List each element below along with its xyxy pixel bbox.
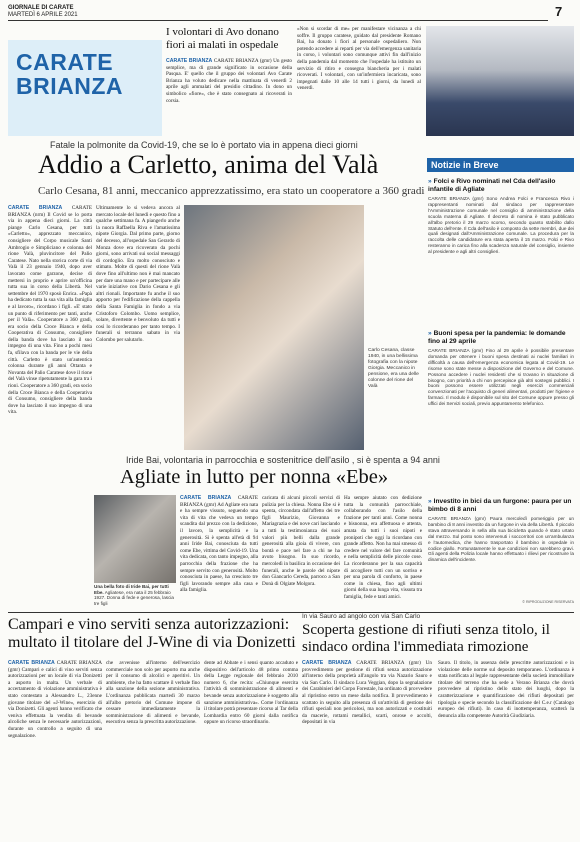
section-line2: BRIANZA [16, 73, 123, 99]
agliate-caption [94, 584, 176, 604]
masthead [8, 5, 78, 19]
rifiuti-kicker: In via Sauro ad angolo con via San Carlo [302, 613, 421, 620]
avo-text: CARATE BRIANZA CARATE BRIANZA (gmr) Un gesto semplice, ma di grande significato in occasione della Pasqua. E' quello che il gruppo dei volontari Avo Carate Brianza ha voluto dedicare nella mattinata di venerdì 2 aprile agli ammalati del presidio cittadino. In dono un simbolico «fiore», che è stato consegnato ai ricoverati in corsia. [166, 58, 292, 104]
rifiuti-headline: Scoperta gestione di rifiuti senza titolo, il sindaco ordina l'immediata rimozione [302, 622, 550, 655]
carletto-headline: Addio a Carletto, anima del Valà [38, 150, 379, 179]
jwine-col3: dente ad Abbate e i sensi quanto accaduto e dispositivo dell'articolo 48 primo comma della Legge regionale del febbraio 2010 numero 6, che recita: «Chiunque esercita l'attività di somministrazione di alimenti e bevande senza autorizzazione è soggetto alla sanzione amministrativa». Come l'ordinanza il titolare potrà presentare ricorso al Tar della Lombardia entro 60 giorni dalla notifica oppure un ricorso straordinario. [204, 660, 298, 726]
bottom-rule [8, 612, 574, 613]
jwine-headline: Campari e vino serviti senza autorizzazioni: multato il titolare del J-Wine di via Donizetti [8, 616, 296, 651]
brevi-repro: © RIPRODUZIONE RISERVATA [522, 600, 574, 604]
carletto-photo [184, 205, 364, 450]
brief-3-body: CARATE BRIANZA (gmr) Paura mercoledì pomeriggio per un bambino di 8 anni investito da un furgone in via della Libertà. Il piccolo stava attraversando in sella alla sua bicicletta quando è stato urtato dal mezzo. Sul posto sono intervenuti i soccorritori con un'ambulanza e l'automedica, che hanno trasportato il bambino in ospedale in codice giallo. Fortunatamente le sue condizioni non sarebbero gravi. Gli agenti della Polizia locale hanno effettuato i rilievi per ricostruire la dinamica dell'incidente. [428, 516, 574, 563]
brief-1-body: CARATE BRIANZA (gmr) Sono Andrea Folci e Francesca Rivo i rappresentanti nominati dal sindaco per rappresentare l'Amministrazione comunale nel consiglio di amministrazione della scuola materna di Agliate. Il decreto di nomina è stato pubblicato all'albo pretorio il 29 marzo scorso, secondo quanto stabilito dallo Statuto dell'ente. Il Cda dell'asilo è composto da sette membri, due dei quali designati dall'Amministrazione comunale. La procedura per la raccolta delle candidature era stata aperta il 15 marzo. Folci e Rivo resteranno in carica fino alla scadenza naturale del consiglio, insieme al presidente e agli altri consiglieri. [428, 196, 574, 255]
agliate-headline: Agliate in lutto per nonna «Ebe» [120, 466, 389, 488]
carletto-col1-body: CARATE BRIANZA (nrm) Il Covid se lo porta via in appena dieci giorni. La città piange Carlo Cesana, per tutti «Carletto», apprezzato meccanico, consigliere del Corpo musicale Santi Ambrogio e Simpliciano e colonna del rione Valà, pluvincitore del Palio Caratese. Nato nella storica corte di via Valà il 23 gennaio 1940, dopo aver lavorato come garzone, decise di mettersi in proprio e aprire un'officina tutta sua in corso della Libertà. Nel settembre del 1970 sposò Enrica. «Papà ha dedicato tutta la sua vita alla famiglia e al lavoro», ricordano i figli. «E' stato un punto di riferimento per tanti, anche per il Valà». Cooperatore a 360 gradi, era socio della Croce Bianca e della Cooperativa di Consumo, consigliere della banda dove ha lasciato il suo impegno di una vita. Fino a pochi mesi fa, sfilava con la banda per le vie della città. Carletto è stato un'autentica colonna durante gli anni Ottanta e Novanta del Palio Caratese dove il rione del Valà vinse ripetutamente la gara tra i rioni. Cooperatore a 360 gradi, era socio della Croce Bianca e della Cooperativa di Consumo, consigliere della banda dove ha lasciato il suo impegno di una vita. [8, 205, 92, 416]
carletto-subhead: Carlo Cesana, 81 anni, meccanico apprezzatissimo, era stato un cooperatore a 360 gradi [38, 185, 425, 197]
agliate-col2: caricata di alcuni piccoli servizi di pulizia per la chiesa. Nonna Ebe si è spenta, circondata dall'affetto dei tre figli Maurizio, Giovanna e Mariagrazia e dei nove cari lasciando a tutti la testimonianza dei suoi valori più belli dalla grande generosità alla gioia di vivere, con bontà e pace nel fare a chi ne ha avuto bisogno. In suo ricordo, mercoledì in basilica in occasione dei funerali, anche le parole del nipote don Giancarlo Cereda, parroco a San Donà di Olgiate Molgora. [262, 495, 340, 587]
agliate-caption-body: Agliatese, era nata il 25 febbraio 1927. Donna di fede e generosa, lascia tre figli [94, 589, 174, 606]
brief-2-title-text: Buoni spesa per la pandemia: le domande fino al 29 aprile [428, 330, 566, 345]
rifiuti-col1-body: CARATE BRIANZA (gmr) Un provvedimento per gestione di rifiuti senza autorizzazione all'interno della proprietà all'angolo tra via Nazario Sauro e via San Carlo. Il sindaco Luca Veggian, dopo la segnalazione dei Carabinieri del Corpo Forestale, ha ordinato di provvedere al ripristino entro un mese dalla notifica. Il provvedimento è scattato in seguito alla presenza di un'attività di gestione dei rifiuti speciali non pericolosi, ma non autorizzati e costituiti da macerie, rottami metallici, scarti, onrose e accolti, depositati in via [302, 660, 432, 726]
agliate-kicker: Iride Bai, volontaria in parrocchia e sostenitrice dell'asilo , si è spenta a 94 anni [126, 455, 440, 465]
agliate-col3: Ha sempre aiutato con dedizione tutta la comunità parrocchiale, collaborando con l'asilo della frazione per tanti anni. Come nonna e bisnonna, era affettuosa e attenta, amata da tutti i suoi nipoti e pronipoti che oggi la ricordano con grande affetto. Non ha mai smesso di credere nel valore del fare comunità e nella semplicità delle piccole cose. La ricorderanno per la sua capacità di accogliere tutti con un sorriso e per una parola di conforto, in paese come in chiesa, fino agli ultimi giorni della sua lunga vita, vissuta tra famiglia, fede e tanti amici. [344, 495, 422, 600]
avo-headline: I volontari di Avo donano fiori ai malati in ospedale [166, 26, 279, 51]
brief-2-body: CARATE BRIANZA (gmr) Fino al 29 aprile è possibile presentare domanda per ottenere i buoni spesa destinati ai nuclei familiari in difficoltà a causa dell'emergenza economica legata al Covid-19. Le risorse sono state messe a disposizione del Governo e del Comune. Possono accedere i nuclei residenti che si trovano in situazione di bisogno, con priorità a chi non percepisce già altri sostegni pubblici. I buoni possono essere utilizzati negli esercizi commerciali convenzionati per l'acquisto di generi alimentari, prodotti per l'igiene e farmaci. Il modulo è disponibile sul sito del Comune oppure presso gli uffici dei Servizi sociali, previo appuntamento telefonico. [428, 348, 574, 407]
section-title [16, 50, 123, 98]
agliate-col1-body: CARATE BRIANZA (gmr) Ad Agliate era nata e ha sempre vissuto, seguendo una vita di vita che vedeva un tempo scandita dal prezzo con la dedizione, il lavoro, la semplicità e la generosità. Si è spenta all'età di 94 anni Iride Bai, conosciuta da tutti come Ebe, vittima del Covid-19. Una vita dedicata, con tanto impegno, alla parrocchia della frazione che ha sempre servito con generosità. Molto conosciuta in paese, ha cresciuto tre figli lavorando sempre alla casa e alla famiglia. [180, 495, 258, 594]
brief-1-title-text: Folci e Rivo nominati nel Cda dell'asilo infantile di Agliate [428, 178, 556, 193]
brief-2-title: » Buoni spesa per la pandemia: le domande fino al 29 aprile [428, 330, 566, 345]
jwine-col1: CARATE BRIANZA CARATE BRIANZA (gmr) Campari e calici di vino serviti senza autorizzazioni per un locale di via Donizetti a asporto in malta. Un verbale di accertamento di violazione amministrativa è stato contestato a Alessandro L., 23enne giovane titolare del «J-Wine», esercizio di via Donizetti. Gli agenti hanno verificato che veniva effettuata la vendita di bevande alcoliche senza le necessarie autorizzazioni, durante un controllo a seguito di una segnalazione. [8, 660, 102, 739]
rifiuti-col2: Sauro. Il titolo, in assenza delle prescritte autorizzazioni e in violazione delle norme sul deposito temporaneo. L'ordinanza è stata notificata al legale rappresentante della società immobiliare titolare del terreno che ha sede a Verano Brianza che dovrà provvedere al ripristino dello stato dei luoghi, dopo la caratterizzazione e quantificazione dei rifiuti depositati per tipologia e specie secondo la classificazione del C.e.r (Catalogo europeo dei rifiuti). In caso di inottemperanza, scatterà la denuncia alla competente Autorità Giudiziaria. [438, 660, 574, 719]
issue-date: MARTEDÌ 6 APRILE 2021 [8, 12, 78, 18]
agliate-photo [94, 495, 176, 583]
brief-1-title: » Folci e Rivo nominati nel Cda dell'asilo infantile di Agliate [428, 178, 556, 193]
carletto-col2: Ultimamente lo si vedeva ancora al mercato locale del lunedì e questo fino a qualche settimana fa. A piangerlo anche la nuora Raffaella Riva e l'amatissima nipote Giorgia. Dal primo parte, giorno del decesso, all'ospedale San Gerardo di Monza dove era ricoverato da pochi giorni, sono arrivati sui social messaggi di cordoglio. Era molto conosciuto e stimato. Molte di questi del rione Valà dove fino all'ultimo non è mai mancato per dare una mano e per partecipare alle varie iniziative con Dario Cesana e gli altri rionali. Importante fu anche il suo apporto per l'edificazione della cappella della Santa Famiglia in fondo a via Cristoforo Colombo. Uomo semplice, solare, divertente e benvoluto da tutti e così lo ricorderanno per tanto tempo. I funerali si terranno sabato in via Colombo per salutarlo. [96, 205, 180, 343]
page-number: 7 [555, 4, 563, 19]
brevi-header: Notizie in Breve [427, 158, 574, 172]
jwine-col2: che avvenisse all'interno dell'esercizio commerciale non solo per asporto ma anche per il consumo di alcolici e aperitivi. Un ambiente, che ha fatto scattare il verbale fino alla sanzione della sezione amministrativa. L'ordinanza pubblicata martedì 30 marzo all'albo pretorio del Comune impone di cessare immediatamente la somministrazione di alimenti e bevande, esecutiva senza la prescritta autorizzazione. [106, 660, 200, 726]
brief-3-title-text: Investito in bici da un furgone: paura per un bimbo di 8 anni [428, 498, 572, 513]
carletto-col1: CARATE BRIANZA CARATE BRIANZA (nrm) Il Covid se lo porta via in appena dieci giorni. La città piange Carlo Cesana, per tutti «Carletto», apprezzato meccanico, consigliere del Corpo musicale Santi Ambrogio e Simpliciano e colonna del rione Valà, pluvincitore del Palio Caratese. Nato nella storica corte di via Valà il 23 gennaio 1940, dopo aver lavorato come garzone, decise di mettersi in proprio e aprire un'officina tutta sua in corso della Libertà. Nel settembre del 1970 sposò Enrica. «Papà ha dedicato tutta la sua vita alla famiglia e al lavoro», ricordano i figli. «E' stato un punto di riferimento per tanti, anche per il Valà». Cooperatore a 360 gradi, era socio della Croce Bianca e della Cooperativa di Consumo, consigliere della banda dove ha lasciato il suo impegno di una vita. Fino a pochi mesi fa, sfilava con la banda per le vie della città. Carletto è stato un'autentica colonna durante gli anni Ottanta e Novanta del Palio Caratese dove il rione del Valà vinse ripetutamente la gara tra i rioni. Cooperatore a 360 gradi, era socio della Croce Bianca e della Cooperativa di Consumo, consigliere della banda dove ha lasciato il suo impegno di una vita. [8, 205, 92, 416]
agliate-caption-title: Una bella foto di Iride Bai, per tutti Ebe. [94, 584, 169, 595]
newspaper-name: GIORNALE DI CARATE [8, 5, 74, 11]
avo-text-body: CARATE BRIANZA (gmr) Un gesto semplice, ma di grande significato in occasione della Pasqua. E' quello che il gruppo dei volontari Avo Carate Brianza ha voluto dedicare nella mattinata di venerdì 2 aprile agli ammalati del presidio cittadino. In dono un simbolico «fiore», che è stato consegnato ai ricoverati in corsia. [166, 58, 292, 104]
rifiuti-col1: CARATE BRIANZA CARATE BRIANZA (gmr) Un provvedimento per gestione di rifiuti senza autorizzazione all'interno della proprietà all'angolo tra via Nazario Sauro e via San Carlo. Il sindaco Luca Veggian, dopo la segnalazione dei Carabinieri del Corpo Forestale, ha ordinato di provvedere al ripristino entro un mese dalla notifica. Il provvedimento è scattato in seguito alla presenza di un'attività di gestione dei rifiuti speciali non pericolosi, ma non autorizzati e costituiti da macerie, rottami metallici, scarti, onrose e accolti, depositati in via [302, 660, 432, 726]
avo-photo [426, 26, 574, 136]
jwine-col1-body: CARATE BRIANZA (gmr) Campari e calici di vino serviti senza autorizzazioni per un locale di via Donizetti a asporto in malta. Un verbale di accertamento di violazione amministrativa è stato contestato a Alessandro L., 23enne giovane titolare del «J-Wine», esercizio di via Donizetti. Gli agenti hanno verificato che veniva effettuata la vendita di bevande alcoliche senza le necessarie autorizzazioni, durante un controllo a seguito di una segnalazione. [8, 660, 102, 739]
carletto-caption: Carlo Cesana, classe 1940, in una bellissima fotografia con la nipote Giorgia. Meccanico in pensione, era una delle colonne del rione del Valà [368, 348, 419, 389]
brief-3-title: » Investito in bici da un furgone: paura per un bimbo di 8 anni [428, 498, 572, 513]
carletto-kicker: Fatale la polmonite da Covid-19, che se lo è portato via in appena dieci giorni [50, 140, 358, 150]
top-rule [8, 20, 548, 21]
section-line1: CARATE [16, 49, 114, 75]
avo-text-2: «Non si scordar di me» per manifestare vicinanza a chi soffre. Il gruppo caratese, guidato dal presidente Romano Bai, ha donato i fiori al personale ospedaliero. Non potendo accedere ai reparti per via dell'emergenza sanitaria in corso, i volontari sono comunque attivi fin dall'inizio della pandemia dal momento che l'ospedale ha istituito un servizio di ritiro e consegna biancheria per i malati ricoverati. I volontari, con un'infermiera incaricata, sono impegnati dalle 10 alle 14 tutti i giorni, da lunedì al venerdì. [297, 26, 421, 92]
agliate-col1: CARATE BRIANZA CARATE BRIANZA (gmr) Ad Agliate era nata e ha sempre vissuto, seguendo una vita di vita che vedeva un tempo scandita dal prezzo con la dedizione, il lavoro, la semplicità e la generosità. Si è spenta all'età di 94 anni Iride Bai, conosciuta da tutti come Ebe, vittima del Covid-19. Una vita dedicata, con tanto impegno, alla parrocchia della frazione che ha sempre servito con generosità. Molto conosciuta in paese, ha cresciuto tre figli lavorando sempre alla casa e alla famiglia. [180, 495, 258, 594]
